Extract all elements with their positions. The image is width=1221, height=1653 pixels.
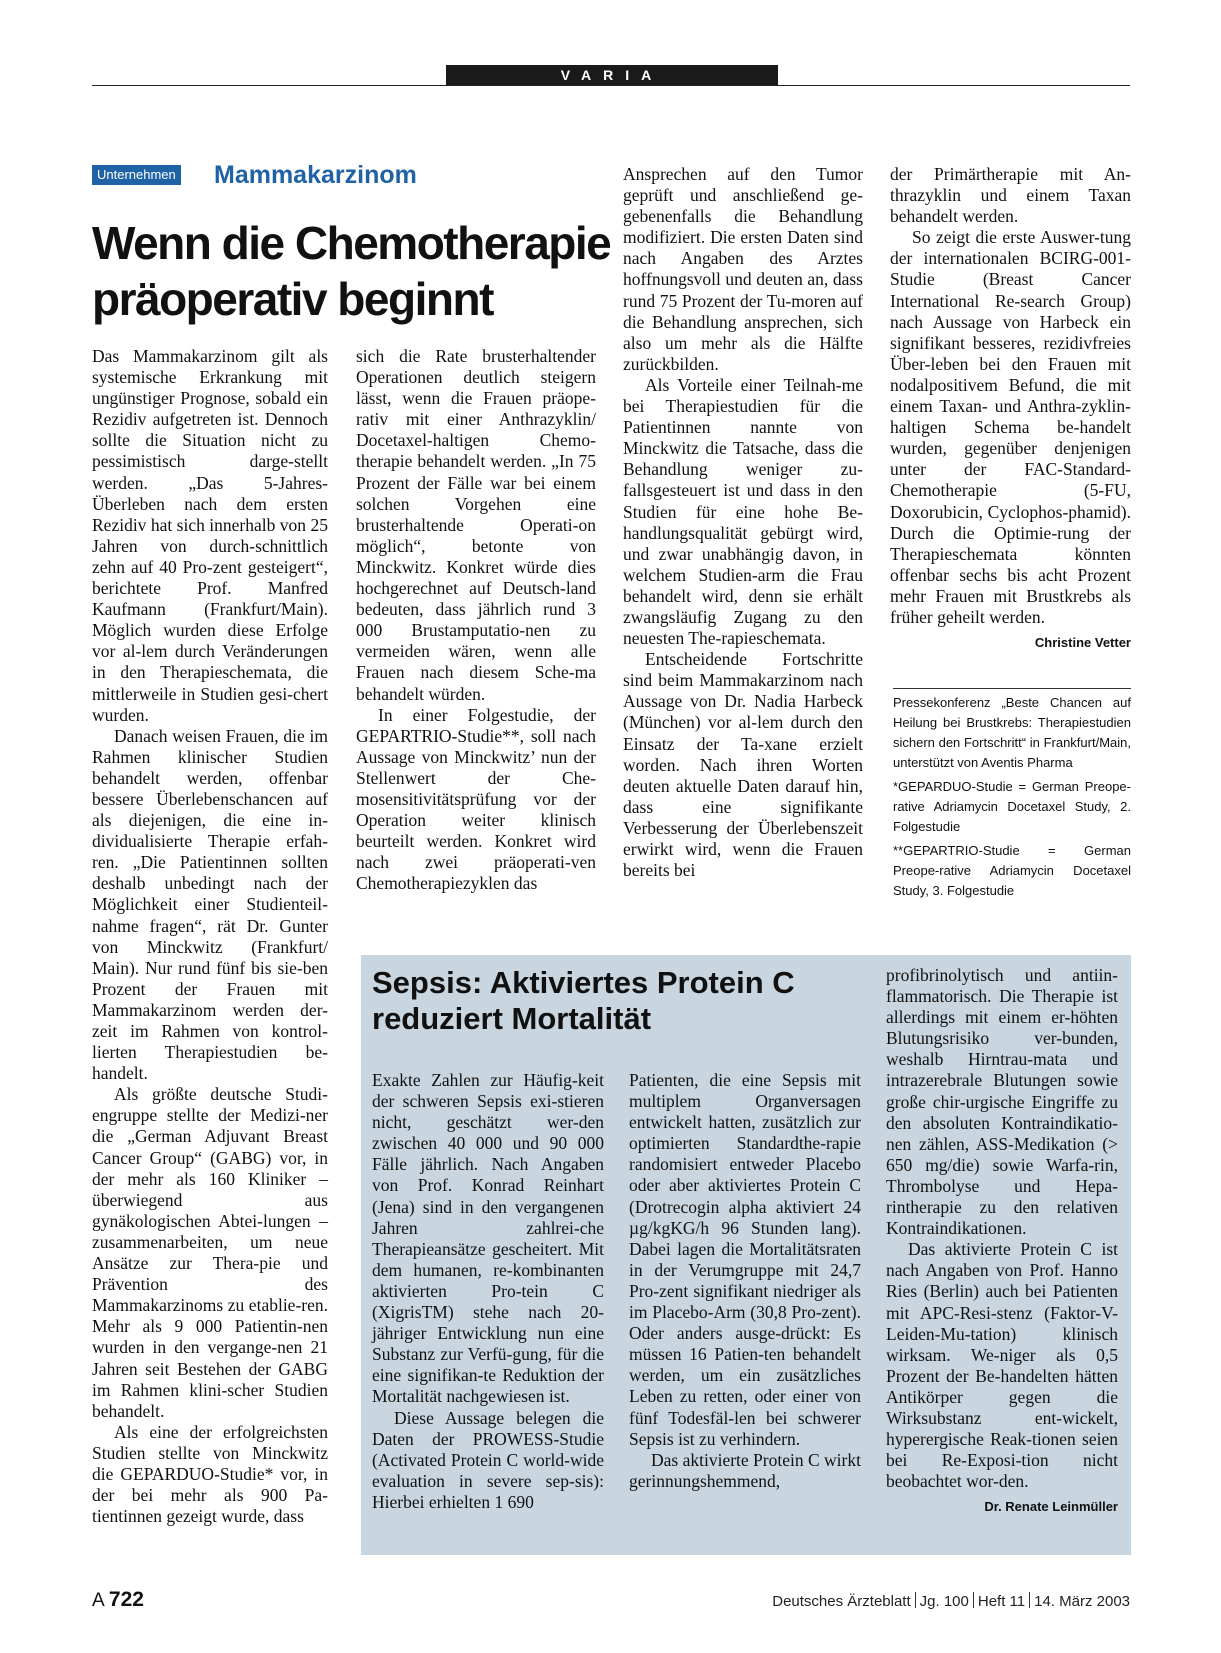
headline-line-1: Wenn die Chemotherapie bbox=[92, 217, 611, 269]
article-notes bbox=[893, 688, 1131, 905]
paragraph: sich die Rate brusterhaltender Operationen deutlich steigern lässt, wenn die Frauen präope-rativ mit einer Anthrazyklin/ Docetaxel-haltigen Chemo-therapie behandelt werden. „In 75 Prozent der Fälle war bei einem solchen Vorgehen eine brusterhaltende Operati-on möglich“, betonte von Minckwitz. Konkret würde dies hochgerechnet auf Deutsch-land bedeuten, dass jährlich rund 3 000 Brustamputatio-nen zu vermeiden wären, wenn alle Frauen nach diesem Sche-ma behandelt würden. bbox=[356, 346, 596, 704]
article-column-3 bbox=[623, 164, 863, 881]
box-column-1 bbox=[372, 1070, 604, 1513]
paragraph: der Primärtherapie mit An-thrazyklin und einem Taxan behandelt werden. bbox=[890, 164, 1131, 227]
paragraph: Diese Aussage belegen die Daten der PROWESS-Studie (Activated Protein C world-wide evaluation in severe sep-sis): Hierbei erhielten 1 690 bbox=[372, 1407, 604, 1512]
article-author: Christine Vetter bbox=[1034, 635, 1131, 651]
journal-issue: Heft 11 bbox=[977, 1593, 1026, 1610]
note: Pressekonferenz „Beste Chancen auf Heilung bei Brustkrebs: Therapiestudien sichern den Fortschritt“ in Frankfurt/Main, unterstützt von Aventis Pharma bbox=[893, 695, 1131, 770]
section-header: VARIA bbox=[446, 65, 778, 86]
paragraph: Patienten, die eine Sepsis mit multiplem Organversagen entwickelt hatten, zusätzlich zur optimierten Standardthe-rapie randomisiert entweder Placebo oder aber aktiviertes Protein C (Drotrecogin alpha aktiviert 24 µg/kgKG/h 96 Stunden lang). Dabei lagen die Mortalitätsraten in der Verumgruppe mit 24,7 Pro-zent signifikant niedriger als im Placebo-Arm (30,8 Pro-zent). Oder anders ausge-drückt: Es müssen 16 Patien-ten behandelt werden, um ein zusätzliches Leben zu retten, oder einer von fünf Todesfäl-len bei schwerer Sepsis ist zu verhindern. bbox=[629, 1070, 861, 1449]
article-column-2 bbox=[356, 346, 596, 894]
divider bbox=[973, 1592, 974, 1608]
paragraph: Exakte Zahlen zur Häufig-keit der schweren Sepsis exi-stieren nicht, geschätzt wer-den zwischen 40 000 und 90 000 Fälle jährlich. Nach Angaben von Prof. Konrad Reinhart (Jena) sind in den vergangenen Jahren zahlrei-che Therapieansätze gescheitert. Mit dem humanen, re-kombinanten aktivierten Pro-tein C (XigrisTM) stehe nach 20-jähriger Entwicklung nun eine Substanz zur Verfü-gung, für die eine signifikan-te Reduktion der Mortalität nachgewiesen ist. bbox=[372, 1070, 604, 1407]
paragraph: Als größte deutsche Studi-engruppe stellte der Medizi-ner die „German Adjuvant Breast Cancer Group“ (GABG) vor, in der mehr als 160 Kliniker – überwiegend aus gynäkologischen Abtei-lungen – zusammenarbeiten, um neue Ansätze zur Thera-pie und Prävention des Mammakarzinoms zu etablie-ren. Mehr als 9 000 Patientin-nen wurden in den vergange-nen 21 Jahren seit Bestehen der GABG im Rahmen klini-scher Studien behandelt. bbox=[92, 1084, 328, 1421]
page-prefix: A bbox=[92, 1590, 104, 1611]
header-rule bbox=[92, 85, 1130, 86]
box-headline bbox=[372, 965, 842, 1037]
divider bbox=[1029, 1592, 1030, 1608]
article-headline bbox=[92, 215, 612, 327]
paragraph: Entscheidende Fortschritte sind beim Mammakarzinom nach Aussage von Dr. Nadia Harbeck (München) vor al-lem durch den Einsatz der Ta-xane erzielt worden. Nach ihren Worten deuten aktuelle Daten darauf hin, dass eine signifikante Verbesserung der Überlebenszeit erwirkt wird, wenn die Frauen bereits bei bbox=[623, 649, 863, 881]
page-number bbox=[92, 1588, 144, 1612]
note: *GEPARDUO-Studie = German Preope-rative Adriamycin Docetaxel Study, 2. Folgestudie bbox=[893, 779, 1131, 834]
journal-info bbox=[772, 1592, 1130, 1610]
page-number-value: 722 bbox=[108, 1588, 144, 1611]
paragraph: profibrinolytisch und antiin-flammatorisch. Die Therapie ist allerdings mit einem er-höhten Blutungsrisiko ver-bunden, weshalb Hirntrau-mata und intrazerebrale Blutungen sowie große chir-urgische Eingriffe zu den absoluten Kontraindikatio-nen zählen, ASS-Medikation (> 650 mg/die) sowie Warfa-rin, Thrombolyse und Hepa-rintherapie zu den relativen Kontraindikationen. bbox=[886, 965, 1118, 1239]
paragraph: Als eine der erfolgreichsten Studien stellte von Minckwitz die GEPARDUO-Studie* vor, in der bei mehr als 900 Pa-tientinnen gezeigt wurde, dass bbox=[92, 1421, 328, 1527]
paragraph: Ansprechen auf den Tumor geprüft und anschließend ge-gebenenfalls die Behandlung modifiziert. Die ersten Daten sind nach Angaben des Arztes hoffnungsvoll und deuten an, dass rund 75 Prozent der Tu-moren auf die Behandlung ansprechen, sich also um mehr als die Hälfte zurückbilden. bbox=[623, 164, 863, 374]
box-column-2 bbox=[629, 1070, 861, 1492]
article-column-1 bbox=[92, 346, 328, 1527]
paragraph: Als Vorteile einer Teilnah-me bei Therapiestudien für die Patientinnen nannte von Minckwitz die Tatsache, dass die Behandlung weniger zu-fallsgesteuert ist und dass in den Studien für eine hohe Be-handlungsqualität gebürgt wird, und zwar unabhängig davon, in welchem Studien-arm die Frau behandelt wird, denn sie erhält zwangsläufig Zugang zu den neuesten The-rapieschemata. bbox=[623, 374, 863, 649]
category-tag: Unternehmen bbox=[92, 165, 181, 185]
paragraph: So zeigt die erste Auswer-tung der internationalen BCIRG-001-Studie (Breast Cancer International Re-search Group) nach Aussage von Harbeck ein signifikant besseres, rezidivfreies Über-leben bei den Frauen mit nodalpositivem Befund, die mit einem Taxan- und Anthra-zyklin-haltigen Schema be-handelt wurden, gegenüber denjenigen unter der FAC-Standard-Chemotherapie (5-FU, Doxorubicin, Cyclophos-phamid). Durch die Optimie-rung der Therapieschemata könnten offenbar sechs bis acht Prozent mehr Frauen mit Brustkrebs als früher geheilt werden. bbox=[890, 227, 1131, 627]
paragraph: Das aktivierte Protein C ist nach Angaben von Prof. Hanno Ries (Berlin) auch bei Patienten mit APC-Resi-stenz (Faktor-V-Leiden-Mu-tation) klinisch wirksam. We-niger als 0,5 Prozent der Be-handelten hätten Antikörper gegen die Wirksubstanz ent-wickelt, hyperergische Reak-tionen seien bei Re-Exposi-tion nicht beobachtet wor-den. bbox=[886, 1239, 1118, 1492]
note: **GEPARTRIO-Studie = German Preope-rative Adriamycin Docetaxel Study, 3. Folgestudie bbox=[893, 843, 1131, 898]
article-kicker: Mammakarzinom bbox=[214, 161, 417, 189]
paragraph: Das aktivierte Protein C wirkt gerinnungshemmend, bbox=[629, 1449, 861, 1491]
box-column-3 bbox=[886, 965, 1118, 1517]
article-column-4 bbox=[890, 164, 1131, 653]
box-author: Dr. Renate Leinmüller bbox=[984, 1499, 1118, 1515]
journal-name: Deutsches Ärzteblatt bbox=[772, 1593, 911, 1610]
journal-volume: Jg. 100 bbox=[919, 1593, 969, 1610]
divider bbox=[915, 1592, 916, 1608]
journal-date: 14. März 2003 bbox=[1034, 1593, 1130, 1610]
paragraph: In einer Folgestudie, der GEPARTRIO-Studie**, soll nach Aussage von Minckwitz’ nun der Stellenwert der Che-mosensitivitätsprüfung vor der Operation weiter klinisch beurteilt werden. Konkret wird nach zwei präoperati-ven Chemotherapiezyklen das bbox=[356, 704, 596, 894]
paragraph: Danach weisen Frauen, die im Rahmen klinischer Studien behandelt werden, offenbar bessere Überlebenschancen auf als diejenigen, die eine in-dividualisierte Therapie erfah-ren. „Die Patientinnen sollten deshalb unbedingt nach der Möglichkeit einer Studienteil-nahme fragen“, rät Dr. Gunter von Minckwitz (Frankfurt/ Main). Nur rund fünf bis sie-ben Prozent der Frauen mit Mammakarzinom werden der-zeit im Rahmen von kontrol-lierten Therapiestudien be-handelt. bbox=[92, 725, 328, 1084]
headline-line-2: präoperativ beginnt bbox=[92, 273, 493, 325]
paragraph: Das Mammakarzinom gilt als systemische Erkrankung mit ungünstiger Prognose, sobald ein Rezidiv aufgetreten ist. Dennoch sollte die Situation nicht zu pessimistisch darge-stellt werden. „Das 5-Jahres-Überleben nach dem ersten Rezidiv hat sich innerhalb von 25 Jahren von durch-schnittlich zehn auf 40 Pro-zent gesteigert“, berichtete Prof. Manfred Kaufmann (Frankfurt/Main). Möglich wurden diese Erfolge vor al-lem durch Veränderungen in den Therapieschemata, die mittlerweile in Studien gesi-chert wurden. bbox=[92, 346, 328, 725]
box-headline-line-2: reduziert Mortalität bbox=[372, 1001, 652, 1036]
box-headline-line-1: Sepsis: Aktiviertes Protein C bbox=[372, 965, 795, 1000]
